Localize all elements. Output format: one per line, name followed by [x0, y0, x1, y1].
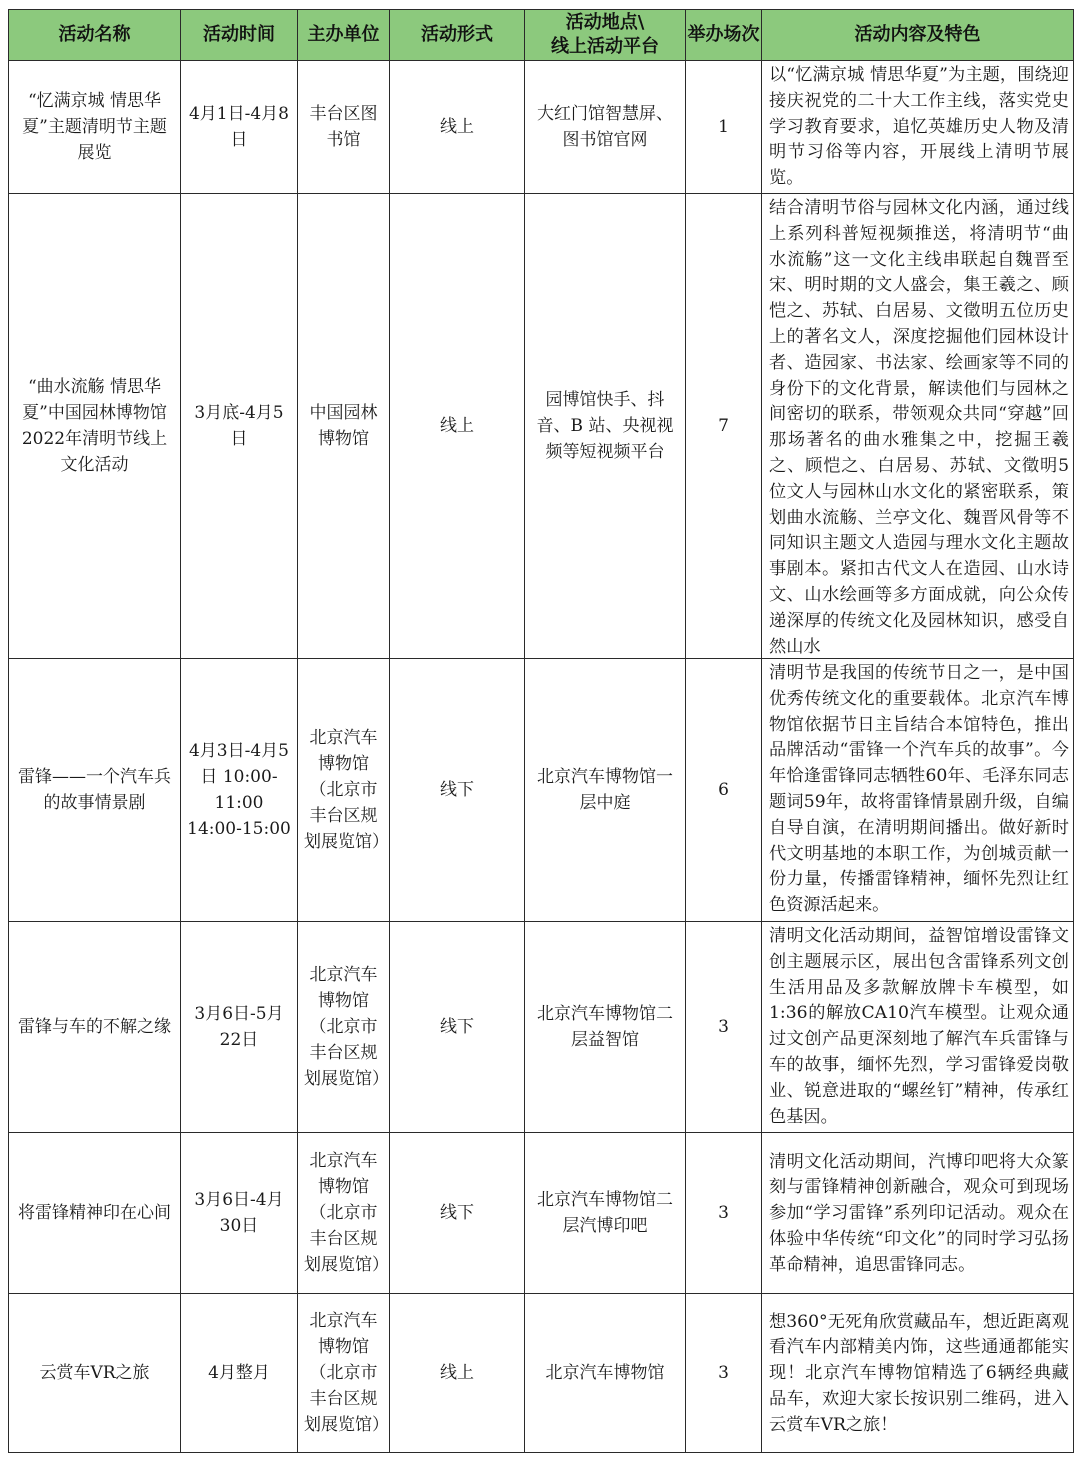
cell-sessions: 1	[686, 61, 762, 194]
cell-venue: 北京汽车博物馆二层益智馆	[525, 922, 686, 1133]
cell-organizer: 北京汽车博物馆（北京市丰台区规划展览馆）	[298, 922, 390, 1133]
table-row	[9, 1133, 1074, 1294]
cell-format: 线上	[390, 194, 525, 659]
cell-organizer: 北京汽车博物馆（北京市丰台区规划展览馆）	[298, 659, 390, 922]
cell-venue: 北京汽车博物馆一层中庭	[525, 659, 686, 922]
table-row	[9, 922, 1074, 1133]
table-row	[9, 194, 1074, 659]
cell-content: 想360°无死角欣赏藏品车，想近距离观看汽车内部精美内饰，这些通通都能实现！北京汽车博物馆精选了6辆经典藏品车，欢迎大家长按识别二维码，进入云赏车VR之旅！	[762, 1294, 1074, 1453]
cell-format: 线下	[390, 1133, 525, 1294]
table-row	[9, 61, 1074, 194]
cell-time: 4月整月	[181, 1294, 298, 1453]
cell-organizer: 丰台区图书馆	[298, 61, 390, 194]
cell-name: 雷锋——一个汽车兵的故事情景剧	[9, 659, 181, 922]
cell-organizer: 北京汽车博物馆（北京市丰台区规划展览馆）	[298, 1133, 390, 1294]
cell-content: 以“忆满京城 情思华夏”为主题，围绕迎接庆祝党的二十大工作主线，落实党史学习教育要求，追忆英雄历史人物及清明节习俗等内容，开展线上清明节展览。	[762, 61, 1074, 194]
table-row	[9, 1294, 1074, 1453]
cell-time: 3月底-4月5日	[181, 194, 298, 659]
cell-name: 云赏车VR之旅	[9, 1294, 181, 1453]
column-header-time: 活动时间	[181, 10, 298, 61]
cell-sessions: 3	[686, 922, 762, 1133]
activity-table	[8, 9, 1074, 1453]
cell-venue: 大红门馆智慧屏、图书馆官网	[525, 61, 686, 194]
cell-content: 清明文化活动期间，益智馆增设雷锋文创主题展示区，展出包含雷锋系列文创生活用品及多款解放牌卡车模型，如1:36的解放CA10汽车模型。让观众通过文创产品更深刻地了解汽车兵雷锋与车的故事，缅怀先烈，学习雷锋爱岗敬业、锐意进取的“螺丝钉”精神，传承红色基因。	[762, 922, 1074, 1133]
cell-time: 4月1日-4月8日	[181, 61, 298, 194]
cell-time: 3月6日-4月30日	[181, 1133, 298, 1294]
cell-format: 线下	[390, 659, 525, 922]
column-header-name: 活动名称	[9, 10, 181, 61]
column-header-sessions: 举办场次	[686, 10, 762, 61]
cell-format: 线下	[390, 922, 525, 1133]
cell-sessions: 6	[686, 659, 762, 922]
cell-content: 结合清明节俗与园林文化内涵，通过线上系列科普短视频推送，将清明节“曲水流觞”这一文化主线串联起自魏晋至宋、明时期的文人盛会，集王羲之、顾恺之、苏轼、白居易、文徵明五位历史上的著名文人，深度挖掘他们园林设计者、造园家、书法家、绘画家等不同的身份下的文化背景，解读他们与园林之间密切的联系，带领观众共同“穿越”回那场著名的曲水雅集之中，挖掘王羲之、顾恺之、白居易、苏轼、文徵明5位文人与园林山水文化的紧密联系，策划曲水流觞、兰亭文化、魏晋风骨等不同知识主题文人造园与理水文化主题故事剧本。紧扣古代文人在造园、山水诗文、山水绘画等多方面成就，向公众传递深厚的传统文化及园林知识，感受自然山水	[762, 194, 1074, 659]
cell-content: 清明文化活动期间，汽博印吧将大众篆刻与雷锋精神创新融合，观众可到现场参加“学习雷锋”系列印记活动。观众在体验中华传统“印文化”的同时学习弘扬革命精神，追思雷锋同志。	[762, 1133, 1074, 1294]
cell-time: 3月6日-5月22日	[181, 922, 298, 1133]
cell-name: “曲水流觞 情思华夏”中国园林博物馆2022年清明节线上文化活动	[9, 194, 181, 659]
header-row	[9, 10, 1074, 61]
cell-name: “忆满京城 情思华夏”主题清明节主题展览	[9, 61, 181, 194]
cell-name: 将雷锋精神印在心间	[9, 1133, 181, 1294]
cell-organizer: 中国园林博物馆	[298, 194, 390, 659]
cell-sessions: 3	[686, 1294, 762, 1453]
cell-format: 线上	[390, 61, 525, 194]
cell-format: 线上	[390, 1294, 525, 1453]
cell-venue: 园博馆快手、抖音、B 站、央视视频等短视频平台	[525, 194, 686, 659]
table-row	[9, 659, 1074, 922]
column-header-organizer: 主办单位	[298, 10, 390, 61]
column-header-venue-line1: 活动地点\	[565, 12, 645, 33]
cell-name: 雷锋与车的不解之缘	[9, 922, 181, 1133]
cell-sessions: 3	[686, 1133, 762, 1294]
column-header-venue-line2: 线上活动平台	[551, 36, 659, 57]
column-header-format: 活动形式	[390, 10, 525, 61]
cell-venue: 北京汽车博物馆二层汽博印吧	[525, 1133, 686, 1294]
cell-sessions: 7	[686, 194, 762, 659]
column-header-content: 活动内容及特色	[762, 10, 1074, 61]
cell-organizer: 北京汽车博物馆（北京市丰台区规划展览馆）	[298, 1294, 390, 1453]
cell-content: 清明节是我国的传统节日之一，是中国优秀传统文化的重要载体。北京汽车博物馆依据节日主旨结合本馆特色，推出品牌活动“雷锋一个汽车兵的故事”。今年恰逢雷锋同志牺牲60年、毛泽东同志题词59年，故将雷锋情景剧升级，自编自导自演，在清明期间播出。做好新时代文明基地的本职工作，为创城贡献一份力量，传播雷锋精神，缅怀先烈让红色资源活起来。	[762, 659, 1074, 922]
cell-time: 4月3日-4月5日 10:00-11:00 14:00-15:00	[181, 659, 298, 922]
cell-venue: 北京汽车博物馆	[525, 1294, 686, 1453]
column-header-venue	[525, 10, 686, 61]
